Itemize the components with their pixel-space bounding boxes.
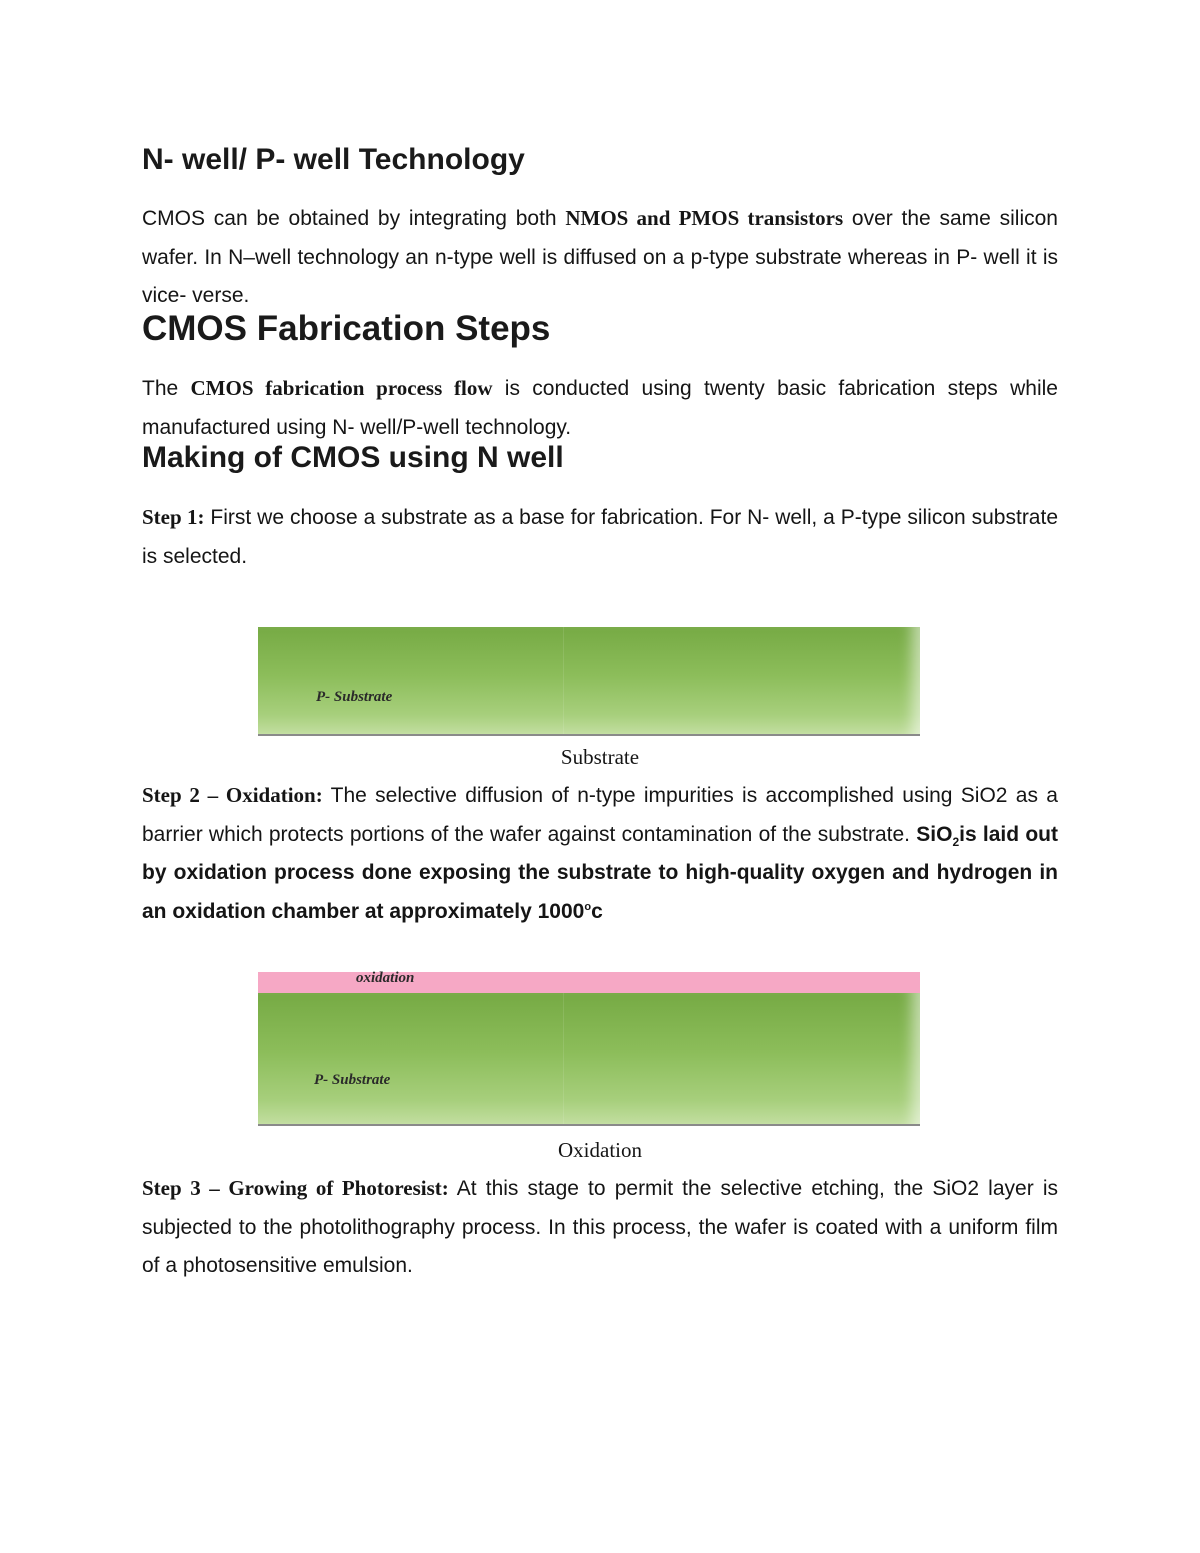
- para1-text-b: over the same silicon wafer. In N–well technology an n-type well is diffused on a p-type substrate whereas in P- well it is vice- verse.: [142, 207, 1058, 307]
- p-substrate-label: P- Substrate: [316, 689, 393, 705]
- step1-text: First we choose a substrate as a base for fabrication. For N- well, a P-type silicon substrate is selected.: [142, 506, 1059, 568]
- para2-text-b: is conducted using twenty basic fabrication steps while manufactured using N- well/P-well technology.: [142, 377, 1058, 439]
- para1-text-a: CMOS can be obtained by integrating both: [142, 207, 566, 230]
- step2-text: The selective diffusion of n-type impurities is accomplished using SiO2 as a barrier which protects portions of the wafer against contamination of the substrate.: [142, 784, 1058, 846]
- step2-label: Step 2 – Oxidation:: [142, 783, 323, 807]
- paragraph-fabrication-flow: [142, 369, 1058, 447]
- heading-nwell-pwell-technology: N- well/ P- well Technology: [142, 143, 525, 176]
- oxidation-diagram: [258, 972, 920, 1128]
- step2-bold-sup: o: [584, 900, 592, 913]
- p-substrate-layer: [258, 627, 920, 734]
- heading-making-cmos-n-well: Making of CMOS using N well: [142, 441, 564, 474]
- paragraph-step-2: [142, 776, 1058, 931]
- paragraph-step-1: [142, 498, 1058, 576]
- heading-cmos-fabrication-steps: CMOS Fabrication Steps: [142, 309, 551, 348]
- figure-caption-oxidation: Oxidation: [558, 1138, 642, 1162]
- figure-caption-substrate: Substrate: [560, 745, 640, 769]
- step2-bold-b: is laid out by oxidation process done exposing the substrate to high-quality oxygen and hydrogen in an oxidation chamber at approximately 1000: [142, 822, 1058, 923]
- step3-text: At this stage to permit the selective etching, the SiO2 layer is subjected to the photolithography process. In this process, the wafer is coated with a uniform film of a photosensitive emulsion.: [142, 1177, 1058, 1277]
- para2-bold: CMOS fabrication process flow: [190, 376, 493, 400]
- paragraph-cmos-intro: [142, 199, 1058, 316]
- step1-label: Step 1:: [142, 505, 205, 529]
- substrate-diagram: [258, 627, 920, 737]
- paragraph-step-3: [142, 1169, 1058, 1286]
- oxidation-label: oxidation: [356, 970, 415, 986]
- step2-bold-c: c: [591, 899, 603, 923]
- step2-bold-sub: 2: [952, 834, 960, 849]
- p-substrate-label-2: P- Substrate: [314, 1072, 391, 1088]
- step2-bold-a: SiO: [916, 822, 953, 846]
- step3-label: Step 3 – Growing of Photoresist:: [142, 1176, 449, 1200]
- para2-text-a: The: [142, 377, 191, 400]
- p-substrate-layer-2: [258, 993, 920, 1124]
- para1-bold: NMOS and PMOS transistors: [565, 206, 844, 230]
